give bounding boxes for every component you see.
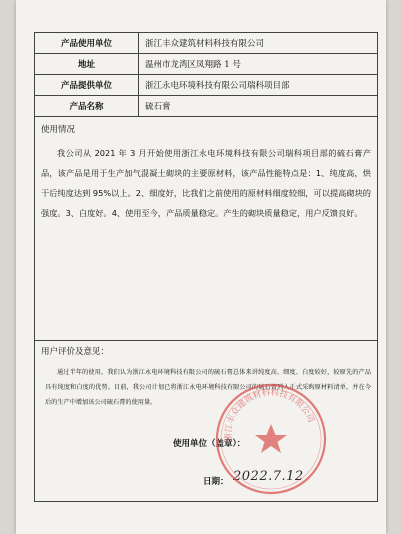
table-row <box>35 54 377 75</box>
table-row <box>35 96 377 117</box>
field-value: 硫石膏 <box>145 102 171 112</box>
table-row <box>35 33 377 54</box>
field-value: 浙江丰众建筑材料科技有限公司 <box>145 39 265 49</box>
date-label: 日期： <box>203 477 229 487</box>
table-row <box>35 75 377 96</box>
handwritten-date: 2022.7.12 <box>233 469 304 484</box>
signature-label: 使用单位（盖章）： <box>173 439 246 449</box>
usage-title: 使用情况 <box>41 125 76 135</box>
field-value: 温州市龙湾区凤翔路 1 号 <box>145 60 241 70</box>
seal-text: 浙江丰众建筑材料科技有限公司 <box>223 387 316 442</box>
company-seal-stamp <box>212 380 330 498</box>
field-label: 产品名称 <box>35 96 139 116</box>
usage-section <box>35 117 377 341</box>
field-label: 产品使用单位 <box>35 33 139 53</box>
field-label: 地址 <box>35 54 139 74</box>
document-page <box>16 0 386 534</box>
field-label: 产品提供单位 <box>35 75 139 95</box>
field-value: 浙江永电环境科技有限公司瑞科项目部 <box>145 81 290 91</box>
evaluation-title: 用户评价及意见： <box>41 347 110 357</box>
evaluation-text: 通过半年的使用，我们认为浙江永电环境科技有限公司的硫石膏总体来讲纯度高、细度、白度较好，较原先的产品具有纯度和白度的优势。目前，我公司计划已将浙江永电环境科技有限公司的硫石膏列入正式采购原材料清单，并在今后的生产中增加该公司硫石膏的使用量。 <box>45 369 371 406</box>
usage-text: 我公司从 2021 年 3 月开始使用浙江永电环境科技有限公司瑞科项目部的硫石膏产品，该产品是用于生产加气混凝土砌块的主要原材料，该产品性能特点是：1、纯度高，烘干后纯度达到 95%以上。2、细度好，比我们之前使用的原材料细度较细，可以提高砌块的强度。3、白度好。4、使用至今，产品质量稳定。产生的砌块质量稳定，用户反馈良好。 <box>41 148 371 218</box>
